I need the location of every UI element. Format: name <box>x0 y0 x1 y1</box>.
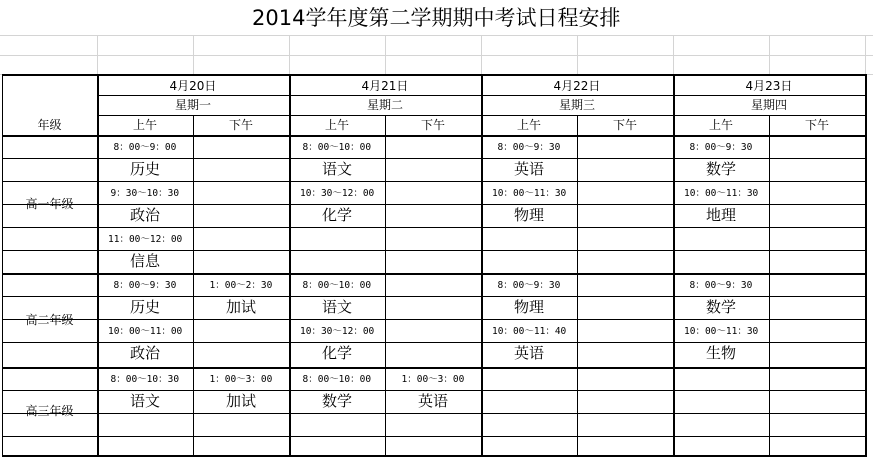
exam-time: 8：00～9：30 <box>689 279 753 291</box>
exam-time: 8：00～9：30 <box>689 141 753 153</box>
pm-label-1: 下午 <box>421 118 446 132</box>
half-separator <box>769 115 770 455</box>
gridline <box>673 35 674 74</box>
exam-subject: 加试 <box>226 298 257 316</box>
exam-subject: 信息 <box>130 252 161 270</box>
exam-time: 10：00～11：40 <box>492 325 567 337</box>
exam-subject: 英语 <box>418 392 449 410</box>
header-rule <box>97 115 865 116</box>
half-separator <box>193 115 194 455</box>
exam-time: 8：00～10：00 <box>302 373 372 385</box>
exam-subject: 加试 <box>226 392 257 410</box>
slot-rule <box>97 342 865 343</box>
day-date-0: 4月20日 <box>169 78 217 93</box>
exam-time: 10：30～12：00 <box>300 325 375 337</box>
exam-time: 8：00～10：00 <box>302 141 372 153</box>
exam-time: 10：30～12：00 <box>300 187 375 199</box>
exam-time: 9：30～10：30 <box>110 187 180 199</box>
slot-rule <box>97 390 865 391</box>
am-label-2: 上午 <box>517 118 542 132</box>
slot-rule <box>97 227 865 228</box>
grade-subrow-rule <box>2 227 97 228</box>
exam-time: 8：00～10：00 <box>302 279 372 291</box>
gridline <box>0 55 873 56</box>
exam-time: 8：00～9：00 <box>113 141 177 153</box>
exam-subject: 政治 <box>130 344 161 362</box>
slot-rule <box>97 158 865 159</box>
exam-time: 11：00～12：00 <box>108 233 183 245</box>
day-weekday-2: 星期三 <box>559 98 596 112</box>
exam-subject: 数学 <box>706 298 737 316</box>
slot-rule <box>97 296 865 297</box>
grade-column-header: 年级 <box>37 118 62 132</box>
exam-subject: 历史 <box>130 160 161 178</box>
slot-rule <box>97 181 865 182</box>
day-date-3: 4月23日 <box>745 78 793 93</box>
exam-subject: 地理 <box>706 206 737 224</box>
slot-rule <box>97 413 865 414</box>
day-separator <box>97 74 99 455</box>
exam-time: 1：00～2：30 <box>209 279 273 291</box>
gridline <box>0 35 873 36</box>
gridline <box>289 35 290 74</box>
exam-subject: 生物 <box>706 344 737 362</box>
exam-time: 8：00～9：30 <box>497 141 561 153</box>
pm-label-2: 下午 <box>613 118 638 132</box>
exam-subject: 英语 <box>514 160 545 178</box>
half-separator <box>385 115 386 455</box>
table-border-left <box>2 74 3 455</box>
grade-subrow-rule <box>2 436 97 437</box>
am-label-1: 上午 <box>325 118 350 132</box>
day-separator <box>289 74 291 455</box>
slot-rule <box>97 204 865 205</box>
day-separator <box>481 74 483 455</box>
exam-time: 10：00～11：00 <box>108 325 183 337</box>
exam-subject: 数学 <box>322 392 353 410</box>
pm-label-3: 下午 <box>805 118 830 132</box>
gridline <box>385 35 386 74</box>
exam-subject: 政治 <box>130 206 161 224</box>
exam-subject: 历史 <box>130 298 161 316</box>
grade-separator <box>2 367 867 369</box>
am-label-0: 上午 <box>133 118 158 132</box>
exam-subject: 数学 <box>706 160 737 178</box>
exam-subject: 英语 <box>514 344 545 362</box>
exam-subject: 化学 <box>322 206 353 224</box>
exam-subject: 语文 <box>322 160 353 178</box>
grade-separator <box>2 273 867 275</box>
grade-subrow-rule <box>2 390 97 391</box>
exam-time: 8：00～9：30 <box>113 279 177 291</box>
grade-subrow-rule <box>2 158 97 159</box>
exam-time: 10：00～11：30 <box>492 187 567 199</box>
table-border-right <box>865 74 867 455</box>
gridline <box>481 35 482 74</box>
day-weekday-1: 星期二 <box>367 98 404 112</box>
gridline <box>865 35 866 74</box>
exam-time: 10：00～11：30 <box>684 187 759 199</box>
day-date-1: 4月21日 <box>361 78 409 93</box>
gridline <box>769 35 770 74</box>
half-separator <box>577 115 578 455</box>
exam-time: 10：00～11：30 <box>684 325 759 337</box>
am-label-3: 上午 <box>709 118 734 132</box>
day-weekday-0: 星期一 <box>175 98 212 112</box>
pm-label-0: 下午 <box>229 118 254 132</box>
grade-separator <box>2 455 867 457</box>
gridline <box>193 35 194 74</box>
grade-name-2: 高三年级 <box>25 404 74 418</box>
day-separator <box>673 74 675 455</box>
exam-time: 1：00～3：00 <box>401 373 465 385</box>
exam-subject: 化学 <box>322 344 353 362</box>
exam-time: 8：00～10：30 <box>110 373 180 385</box>
slot-rule <box>97 436 865 437</box>
gridline <box>577 35 578 74</box>
day-date-2: 4月22日 <box>553 78 601 93</box>
header-bottom-rule <box>2 135 867 137</box>
exam-subject: 语文 <box>322 298 353 316</box>
grade-name-0: 高一年级 <box>25 197 74 211</box>
slot-rule <box>97 319 865 320</box>
grade-subrow-rule <box>2 342 97 343</box>
exam-time: 8：00～9：30 <box>497 279 561 291</box>
table-border-top <box>2 74 867 76</box>
exam-subject: 物理 <box>514 298 545 316</box>
page-title: 2014学年度第二学期期中考试日程安排 <box>252 6 621 30</box>
day-weekday-3: 星期四 <box>751 98 788 112</box>
grade-subrow-rule <box>2 296 97 297</box>
grade-name-1: 高二年级 <box>25 313 74 327</box>
exam-subject: 语文 <box>130 392 161 410</box>
grade-subrow-rule <box>2 250 97 251</box>
slot-rule <box>97 250 865 251</box>
gridline <box>97 35 98 74</box>
exam-subject: 物理 <box>514 206 545 224</box>
exam-time: 1：00～3：00 <box>209 373 273 385</box>
header-rule <box>97 95 865 96</box>
grade-subrow-rule <box>2 181 97 182</box>
